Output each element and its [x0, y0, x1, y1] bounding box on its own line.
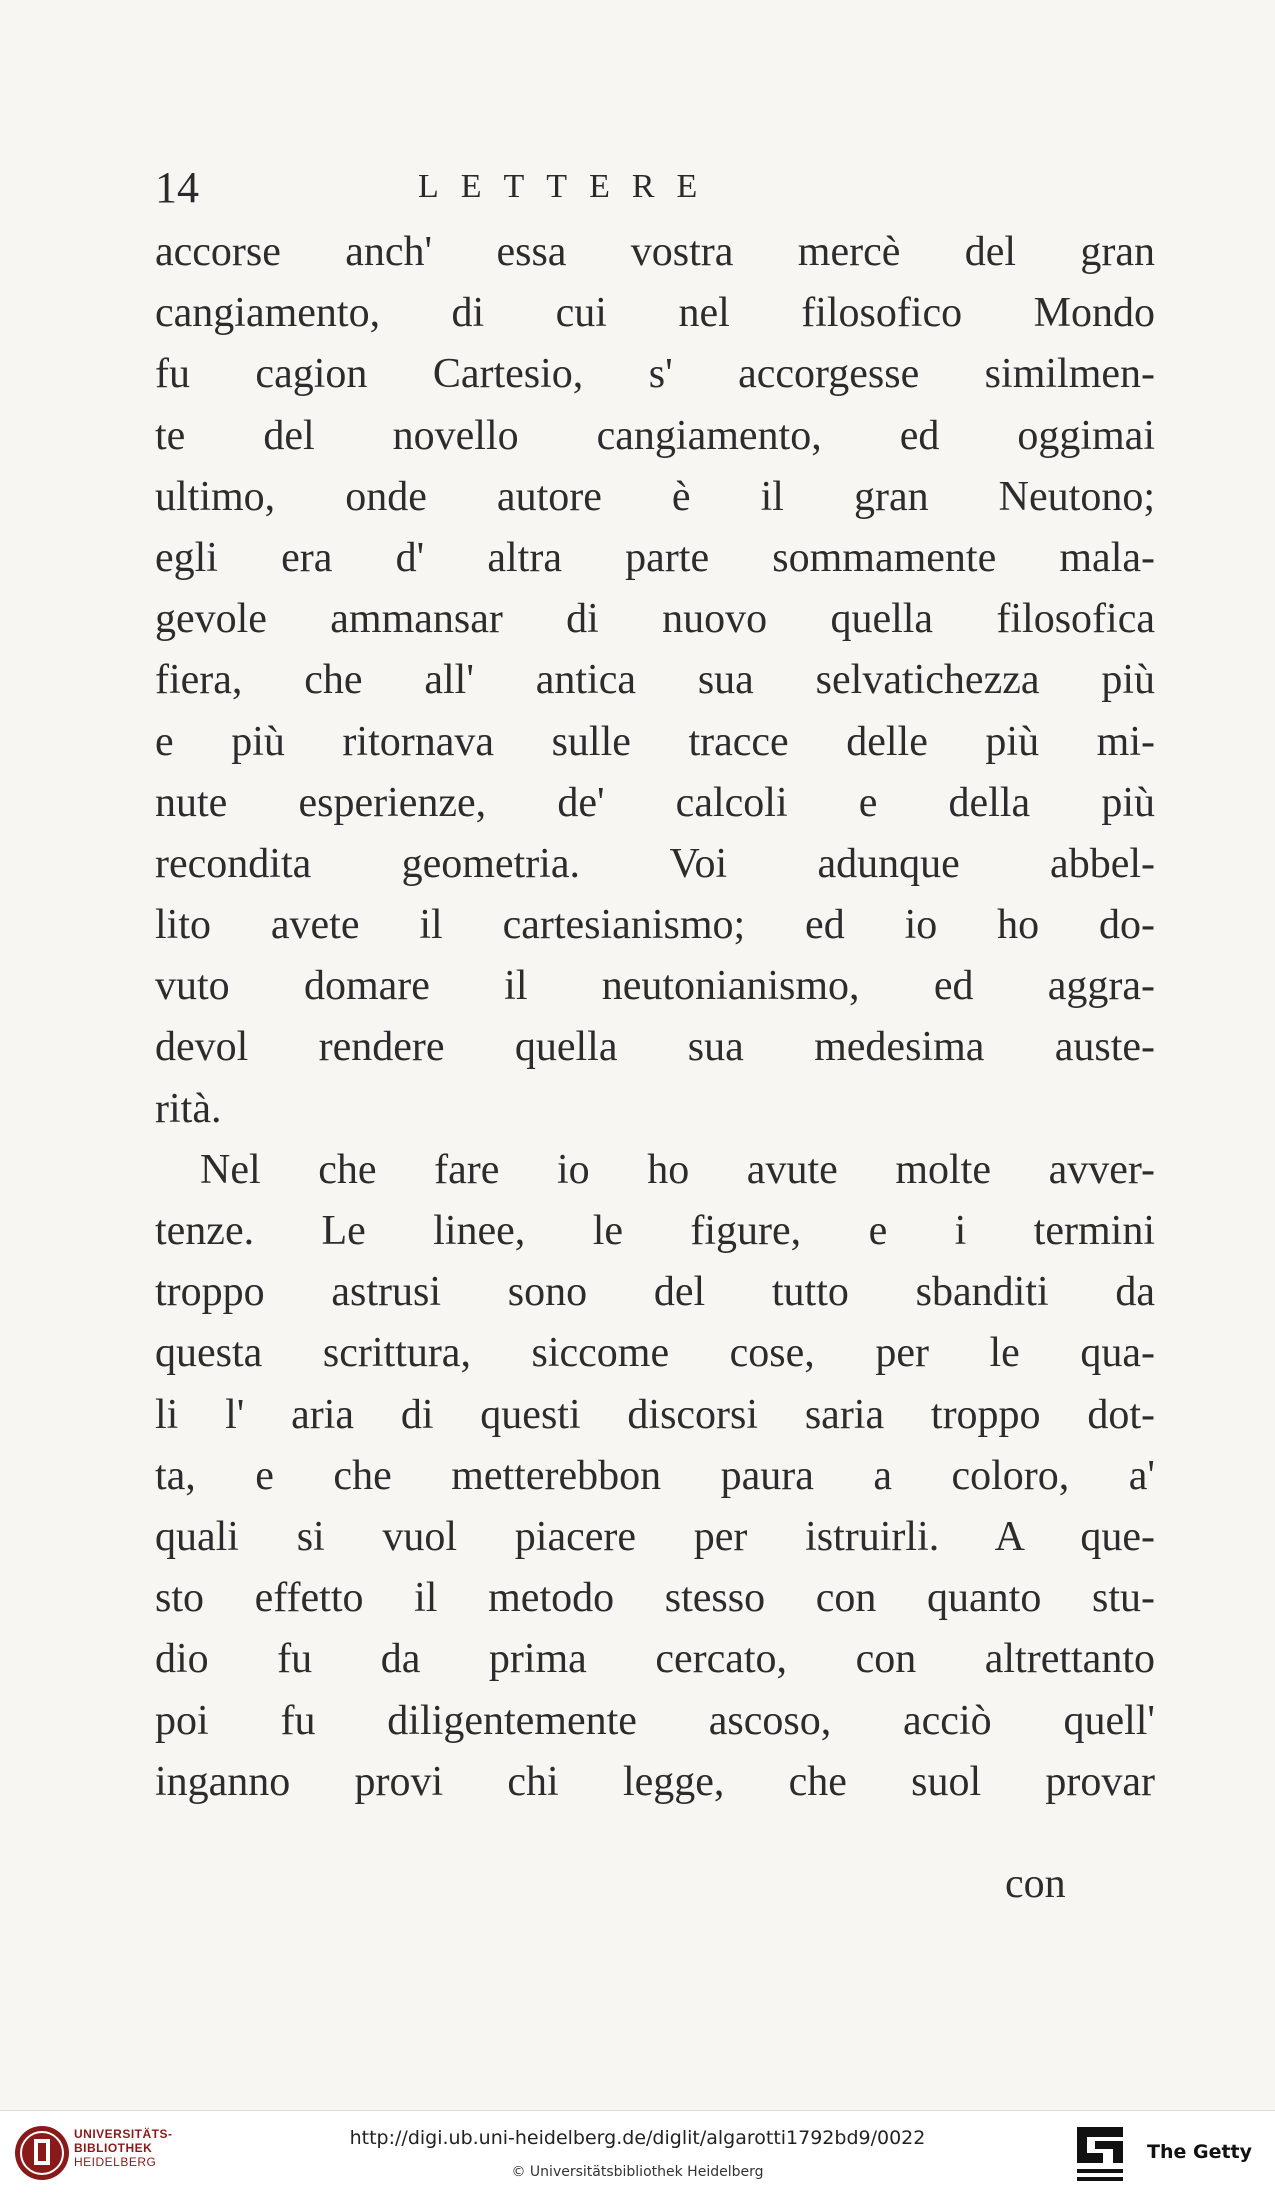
- getty-logo-icon: [1073, 2123, 1127, 2185]
- text-line: rità.: [155, 1085, 222, 1132]
- sponsor-name: The Getty: [1147, 2141, 1253, 2163]
- text-line: cangiamento, di cui nel filosofico Mondo: [155, 290, 1155, 337]
- text-line: gevole ammansar di nuovo quella filosofica: [155, 596, 1155, 643]
- text-line: e più ritornava sulle tracce delle più mi-: [155, 718, 1155, 765]
- text-line: questa scrittura, siccome cose, per le qua-: [155, 1330, 1155, 1377]
- text-line: fiera, che all' antica sua selvatichezza più: [155, 657, 1155, 704]
- text-line: egli era d' altra parte sommamente mala-: [155, 534, 1155, 581]
- running-head: LETTERE: [418, 168, 720, 205]
- text-line: poi fu diligentemente ascoso, acciò quell': [155, 1697, 1155, 1744]
- text-line: ultimo, onde autore è il gran Neutono;: [155, 473, 1155, 520]
- page-header: [155, 162, 1155, 222]
- text-line: li l' aria di questi discorsi saria troppo dot-: [155, 1391, 1155, 1438]
- text-line: nute esperienze, de' calcoli e della più: [155, 779, 1155, 826]
- text-line: lito avete il cartesianismo; ed io ho do-: [155, 902, 1155, 949]
- text-line: troppo astrusi sono del tutto sbanditi da: [155, 1269, 1155, 1316]
- body-text: [155, 222, 1155, 1813]
- text-line: accorse anch' essa vostra mercè del gran: [155, 229, 1155, 275]
- text-line: te del novello cangiamento, ed oggimai: [155, 412, 1155, 459]
- catchword: con: [1005, 1861, 1066, 1907]
- permalink-url[interactable]: http://digi.ub.uni-heidelberg.de/diglit/algarotti1792bd9/0022: [349, 2127, 926, 2149]
- copyright-notice: © Universitätsbibliothek Heidelberg: [511, 2164, 764, 2180]
- viewer-footer: [0, 2110, 1275, 2201]
- text-line: recondita geometria. Voi adunque abbel-: [155, 840, 1155, 887]
- page-number: 14: [155, 163, 199, 212]
- text-line: ta, e che metterebbon paura a coloro, a': [155, 1452, 1155, 1499]
- text-line: dio fu da prima cercato, con altrettanto: [155, 1636, 1155, 1683]
- text-line: inganno provi chi legge, che suol provar: [155, 1758, 1155, 1805]
- text-line: fu cagion Cartesio, s' accorgesse similmen-: [155, 351, 1155, 398]
- text-line: quali si vuol piacere per istruirli. A que-: [155, 1513, 1155, 1560]
- text-line: Nel che fare io ho avute molte avver-: [200, 1146, 1155, 1193]
- library-name-line: BIBLIOTHEK: [74, 2141, 153, 2155]
- text-line: sto effetto il metodo stesso con quanto stu-: [155, 1575, 1155, 1622]
- library-name-line: HEIDELBERG: [74, 2155, 157, 2169]
- library-name-line: UNIVERSITÄTS-: [74, 2127, 173, 2141]
- text-line: tenze. Le linee, le figure, e i termini: [155, 1208, 1155, 1254]
- text-line: devol rendere quella sua medesima auste-: [155, 1024, 1155, 1071]
- text-line: vuto domare il neutonianismo, ed aggra-: [155, 963, 1155, 1010]
